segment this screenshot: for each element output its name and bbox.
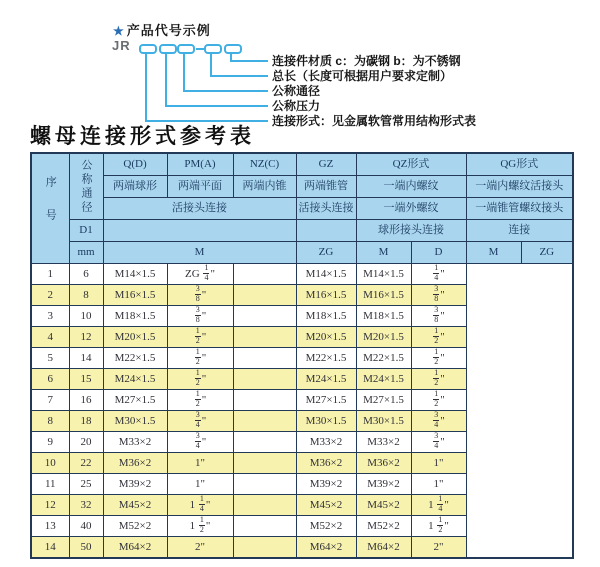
cell-m: M24×1.5	[103, 369, 167, 390]
cell-qg_zg: $\frac{1}{2}$ "	[411, 348, 466, 369]
connector-line	[183, 90, 268, 92]
code-segment-box-5	[224, 44, 242, 54]
fraction: $\frac{3}{4}$	[195, 410, 200, 429]
header-gz: GZ	[296, 153, 356, 176]
cell-qz_d: M30×1.5	[296, 411, 356, 432]
header-qz-sub2: 一端外螺纹	[356, 198, 466, 220]
cell-qz_m	[233, 348, 296, 369]
cell-no: 7	[31, 390, 69, 411]
fraction: $\frac{1}{2}$	[434, 389, 439, 408]
header-nz-sub: 两端内锥	[233, 176, 296, 198]
header-d1: D1	[69, 220, 103, 242]
header-qz-m: M	[356, 242, 411, 264]
table-row	[31, 432, 573, 453]
cell-mm: 40	[69, 516, 103, 537]
cell-no: 12	[31, 495, 69, 516]
fraction: $\frac{3}{8}$	[195, 284, 200, 303]
cell-qg_m: M27×1.5	[356, 390, 411, 411]
header-empty-cell	[296, 220, 356, 242]
table-row	[31, 453, 573, 474]
cell-zg: 2"	[167, 537, 233, 559]
table-title: 螺母连接形式参考表	[30, 124, 255, 148]
cell-qg_m: M52×2	[356, 516, 411, 537]
cell-qz_m	[233, 495, 296, 516]
diagram-label-material: 连接件材质 c：为碳钢 b：为不锈钢	[272, 54, 461, 68]
cell-qg_m: M18×1.5	[356, 306, 411, 327]
header-qg-sub2: 一端锥管螺纹接头	[466, 198, 573, 220]
cell-qg_zg: $\frac{1}{2}$ "	[411, 369, 466, 390]
cell-qg_zg: $\frac{1}{2}$ "	[411, 390, 466, 411]
cell-qg_m: M16×1.5	[356, 285, 411, 306]
table-row	[31, 516, 573, 537]
fraction: $\frac{1}{2}$	[434, 347, 439, 366]
header-qg-zg: ZG	[521, 242, 573, 264]
cell-qz_d: M18×1.5	[296, 306, 356, 327]
cell-qg_m: M39×2	[356, 474, 411, 495]
fraction: $\frac{1}{2}$	[195, 389, 200, 408]
cell-qg_zg: $\frac{3}{4}$ "	[411, 411, 466, 432]
header-gz-row3: 活接头连接	[296, 198, 356, 220]
diagram-label-diameter: 公称通径	[272, 84, 321, 98]
cell-qz_d: M36×2	[296, 453, 356, 474]
table-row	[31, 327, 573, 348]
cell-qg_m: M30×1.5	[356, 411, 411, 432]
cell-zg: ZG $\frac{1}{4}$ "	[167, 264, 233, 285]
cell-qz_d: M45×2	[296, 495, 356, 516]
cell-qz_d: M27×1.5	[296, 390, 356, 411]
fraction: $\frac{1}{2}$	[438, 515, 443, 534]
cell-qz_m	[233, 285, 296, 306]
cell-qg_zg: 1"	[411, 474, 466, 495]
cell-qg_zg: 1 $\frac{1}{4}$ "	[411, 495, 466, 516]
header-q-sub: 两端球形	[103, 176, 167, 198]
header-gz-unit: ZG	[296, 242, 356, 264]
header-qg-sub1: 一端内螺纹活接头	[466, 176, 573, 198]
diagram-label-length: 总长（长度可根据用户要求定制）	[272, 69, 453, 83]
fraction: $\frac{1}{2}$	[195, 326, 200, 345]
header-serial: 序号	[31, 153, 69, 264]
cell-zg: $\frac{3}{8}$ "	[167, 285, 233, 306]
cell-no: 11	[31, 474, 69, 495]
cell-no: 14	[31, 537, 69, 559]
cell-no: 5	[31, 348, 69, 369]
cell-qz_m	[233, 537, 296, 559]
cell-qg_m: M14×1.5	[356, 264, 411, 285]
cell-qz_d: M52×2	[296, 516, 356, 537]
table-body	[31, 264, 573, 559]
connector-line	[183, 53, 185, 92]
header-pm-sub: 两端平面	[167, 176, 233, 198]
cell-m: M64×2	[103, 537, 167, 559]
cell-qz_d: M33×2	[296, 432, 356, 453]
cell-qz_m	[233, 390, 296, 411]
cell-mm: 12	[69, 327, 103, 348]
table-row	[31, 474, 573, 495]
header-nz: NZ(C)	[233, 153, 296, 176]
table-row	[31, 348, 573, 369]
fraction: $\frac{1}{4}$	[438, 494, 443, 513]
cell-mm: 15	[69, 369, 103, 390]
cell-m: M30×1.5	[103, 411, 167, 432]
header-diameter: 公称通径	[69, 153, 103, 220]
cell-qz_m	[233, 411, 296, 432]
table-row	[31, 411, 573, 432]
cell-qz_d: M24×1.5	[296, 369, 356, 390]
cell-m: M36×2	[103, 453, 167, 474]
header-qz: QZ形式	[356, 153, 466, 176]
fraction: $\frac{1}{4}$	[434, 263, 439, 282]
fraction: $\frac{1}{2}$	[195, 368, 200, 387]
cell-mm: 18	[69, 411, 103, 432]
cell-zg: $\frac{1}{2}$ "	[167, 348, 233, 369]
cell-qg_m: M22×1.5	[356, 348, 411, 369]
table-row	[31, 264, 573, 285]
header-mm: mm	[69, 242, 103, 264]
cell-qz_d: M22×1.5	[296, 348, 356, 369]
table-row	[31, 495, 573, 516]
star-icon: ★	[113, 24, 125, 38]
header-qg-sub3: 连接	[466, 220, 573, 242]
cell-no: 13	[31, 516, 69, 537]
header-qg: QG形式	[466, 153, 573, 176]
cell-qz_m	[233, 432, 296, 453]
diagram-heading-text: 产品代号示例	[126, 23, 211, 38]
cell-qz_m	[233, 327, 296, 348]
fraction: $\frac{3}{8}$	[195, 305, 200, 324]
cell-m: M16×1.5	[103, 285, 167, 306]
cell-qz_m	[233, 369, 296, 390]
cell-qg_zg: $\frac{3}{8}$ "	[411, 306, 466, 327]
cell-qg_zg: $\frac{1}{4}$ "	[411, 264, 466, 285]
header-qg-m: M	[466, 242, 521, 264]
cell-m: M22×1.5	[103, 348, 167, 369]
cell-mm: 20	[69, 432, 103, 453]
header-q: Q(D)	[103, 153, 167, 176]
table-row	[31, 390, 573, 411]
cell-qz_d: M14×1.5	[296, 264, 356, 285]
cell-no: 9	[31, 432, 69, 453]
fraction: $\frac{1}{2}$	[434, 368, 439, 387]
fraction: $\frac{3}{4}$	[195, 431, 200, 450]
table-header	[31, 153, 573, 264]
fraction: $\frac{1}{2}$	[434, 326, 439, 345]
cell-qz_m	[233, 264, 296, 285]
cell-qg_zg: 1 $\frac{1}{2}$ "	[411, 516, 466, 537]
cell-m: M52×2	[103, 516, 167, 537]
cell-mm: 32	[69, 495, 103, 516]
cell-no: 1	[31, 264, 69, 285]
cell-qg_zg: $\frac{3}{4}$ "	[411, 432, 466, 453]
header-empty-cell	[103, 220, 296, 242]
diagram-heading	[113, 20, 211, 39]
cell-mm: 6	[69, 264, 103, 285]
fraction: $\frac{3}{4}$	[434, 410, 439, 429]
table-row	[31, 285, 573, 306]
connector-line	[210, 75, 268, 77]
cell-zg: $\frac{1}{2}$ "	[167, 327, 233, 348]
fraction: $\frac{1}{2}$	[195, 347, 200, 366]
fraction: $\frac{3}{4}$	[434, 431, 439, 450]
connector-line	[230, 60, 268, 62]
cell-zg: $\frac{3}{4}$ "	[167, 411, 233, 432]
connector-line	[165, 105, 268, 107]
fraction: $\frac{1}{4}$	[204, 263, 209, 282]
cell-m: M45×2	[103, 495, 167, 516]
cell-qg_m: M64×2	[356, 537, 411, 559]
cell-mm: 16	[69, 390, 103, 411]
cell-no: 4	[31, 327, 69, 348]
cell-m: M20×1.5	[103, 327, 167, 348]
cell-qg_m: M33×2	[356, 432, 411, 453]
connector-line	[210, 53, 212, 77]
cell-mm: 50	[69, 537, 103, 559]
cell-mm: 8	[69, 285, 103, 306]
cell-qg_zg: 1"	[411, 453, 466, 474]
cell-qz_m	[233, 516, 296, 537]
cell-zg: 1"	[167, 453, 233, 474]
header-qz-sub1: 一端内螺纹	[356, 176, 466, 198]
fraction: $\frac{1}{2}$	[199, 515, 204, 534]
cell-qz_d: M16×1.5	[296, 285, 356, 306]
connector-line	[145, 53, 147, 122]
header-qz-sub3: 球形接头连接	[356, 220, 466, 242]
cell-no: 6	[31, 369, 69, 390]
header-pm: PM(A)	[167, 153, 233, 176]
header-union-connect: 活接头连接	[103, 198, 296, 220]
code-segment-box-1	[139, 44, 157, 54]
cell-zg: 1 $\frac{1}{2}$ "	[167, 516, 233, 537]
cell-qz_m	[233, 453, 296, 474]
cell-mm: 22	[69, 453, 103, 474]
connector-line	[165, 53, 167, 107]
cell-qz_d: M20×1.5	[296, 327, 356, 348]
cell-zg: $\frac{3}{4}$ "	[167, 432, 233, 453]
code-segment-box-4	[204, 44, 222, 54]
cell-no: 8	[31, 411, 69, 432]
cell-qz_d: M64×2	[296, 537, 356, 559]
cell-no: 10	[31, 453, 69, 474]
header-m-unit: M	[103, 242, 296, 264]
table-row	[31, 537, 573, 559]
cell-qg_m: M20×1.5	[356, 327, 411, 348]
cell-qg_zg: $\frac{1}{2}$ "	[411, 327, 466, 348]
fraction: $\frac{1}{4}$	[199, 494, 204, 513]
header-gz-sub: 两端锥管	[296, 176, 356, 198]
cell-mm: 25	[69, 474, 103, 495]
cell-no: 2	[31, 285, 69, 306]
cell-qg_zg: $\frac{3}{8}$ "	[411, 285, 466, 306]
diagram-label-pressure: 公称压力	[272, 99, 321, 113]
code-segment-box-3	[177, 44, 195, 54]
table-row	[31, 369, 573, 390]
table-row	[31, 306, 573, 327]
cell-m: M33×2	[103, 432, 167, 453]
cell-zg: $\frac{3}{8}$ "	[167, 306, 233, 327]
cell-no: 3	[31, 306, 69, 327]
cell-qz_m	[233, 474, 296, 495]
cell-mm: 10	[69, 306, 103, 327]
cell-zg: $\frac{1}{2}$ "	[167, 369, 233, 390]
cell-qg_m: M36×2	[356, 453, 411, 474]
cell-qg_m: M24×1.5	[356, 369, 411, 390]
cell-zg: 1"	[167, 474, 233, 495]
code-segment-box-2	[159, 44, 177, 54]
spec-table	[30, 152, 574, 559]
cell-qg_zg: 2"	[411, 537, 466, 559]
code-prefix: JR	[112, 38, 131, 53]
cell-m: M27×1.5	[103, 390, 167, 411]
fraction: $\frac{3}{8}$	[434, 305, 439, 324]
cell-qg_m: M45×2	[356, 495, 411, 516]
cell-mm: 14	[69, 348, 103, 369]
cell-m: M39×2	[103, 474, 167, 495]
fraction: $\frac{3}{8}$	[434, 284, 439, 303]
cell-zg: $\frac{1}{2}$ "	[167, 390, 233, 411]
cell-zg: 1 $\frac{1}{4}$ "	[167, 495, 233, 516]
cell-m: M14×1.5	[103, 264, 167, 285]
cell-m: M18×1.5	[103, 306, 167, 327]
cell-qz_m	[233, 306, 296, 327]
diagram-label-connection: 连接形式：见金属软管常用结构形式表	[272, 114, 477, 128]
header-qz-d: D	[411, 242, 466, 264]
cell-qz_d: M39×2	[296, 474, 356, 495]
